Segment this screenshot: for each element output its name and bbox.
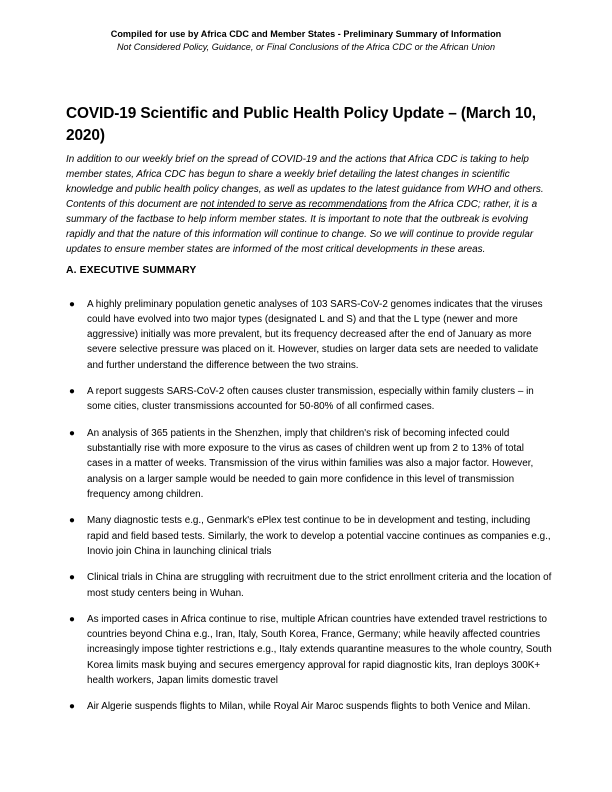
running-header-line-2: Not Considered Policy, Guidance, or Final Conclusions of the Africa CDC or the African Union: [116, 42, 496, 52]
bullet-icon: ●: [69, 299, 75, 310]
list-item-text: Clinical trials in China are struggling with recruitment due to the strict enrollment criteria and the location of most study centers being in Wuhan.: [87, 572, 552, 599]
list-item: [66, 426, 552, 502]
section-heading-executive-summary: A. EXECUTIVE SUMMARY: [66, 265, 197, 276]
list-item: [66, 384, 552, 414]
list-item: [66, 513, 552, 558]
intro-paragraph: [66, 152, 550, 258]
intro-text-part-1: In addition to our weekly brief on the spread of COVID-19 and the actions that Africa CDC is taking to help member states, Africa CDC has begun to share a weekly brief detailing the latest changes in scientific knowledge and public health policy changes, as well as updates to the latest guidance from WHO and others. Contents of this document are: [66, 153, 544, 211]
bullet-icon: ●: [69, 515, 75, 527]
executive-summary-bullet-list: [66, 297, 552, 715]
list-item-text: Air Algerie suspends flights to Milan, while Royal Air Maroc suspends flights to both Venice and Milan.: [87, 701, 531, 713]
list-item: [66, 612, 552, 688]
bullet-icon: ●: [69, 386, 75, 398]
list-item-text: A report suggests SARS-CoV-2 often causes cluster transmission, especially within family clusters – in some cities, cluster transmissions accounted for 50-80% of all confirmed cases.: [87, 386, 534, 413]
page-title: COVID-19 Scientific and Public Health Policy Update – (March 10, 2020): [66, 105, 536, 145]
bullet-icon: ●: [69, 428, 75, 440]
running-header-line-1: Compiled for use by Africa CDC and Member States - Preliminary Summary of Information: [110, 29, 502, 39]
intro-underlined-phrase: not intended to serve as recommendations: [200, 199, 388, 211]
list-item-text: Many diagnostic tests e.g., Genmark's ePlex test continue to be in development and testing, including rapid and field based tests. Similarly, the work to develop a potential vaccine continues as companies e.g., Inovio join China in launching clinical trials: [87, 515, 551, 557]
list-item: [66, 297, 552, 373]
bullet-icon: ●: [69, 614, 75, 626]
list-item-text: As imported cases in Africa continue to rise, multiple African countries have extended travel restrictions to countries beyond China e.g., Iran, Italy, South Korea, France, Germany; while heavily affected countries increasingly impose tighter restrictions e.g., Italy extends quarantine measures to the whole country, South Korea limits mask buying and secures emergency approval for rapid diagnostic kits, Iran deploys 300K+ health workers, Japan limits domestic travel: [87, 614, 552, 686]
bullet-icon: ●: [69, 572, 75, 584]
list-item-text: An analysis of 365 patients in the Shenzhen, imply that children's risk of becoming infected could substantially rise with more exposure to the virus as cases of children went up from 2 to 13% of total cases in a matter of weeks. Transmission of the virus within families was also a major factor. However, analysis on a larger sample would be needed to gain more confidence in this level of transmission frequency among children.: [87, 428, 534, 500]
intro-text-part-2: from the Africa CDC; rather, it is a summary of the factbase to help inform member states. It is important to note that the outbreak is evolving rapidly and that the nature of this information will continue to change. So we will continue to provide regular updates to ensure member states are informed of the most critical developments in these areas.: [66, 199, 538, 256]
list-item: [66, 570, 552, 600]
list-item: [66, 699, 552, 714]
running-header: [62, 28, 550, 54]
bullet-icon: ●: [69, 701, 75, 713]
list-item-text: A highly preliminary population genetic analyses of 103 SARS-CoV-2 genomes indicates that the viruses could have evolved into two major types (designated L and S) and that the L type (newer and more aggressive) initially was more prevalent, but its frequency decreased after the end of January as more severe selective pressure was placed on it. However, studies on larger data sets are needed to validate and further understand the difference between the two strains.: [87, 299, 543, 371]
